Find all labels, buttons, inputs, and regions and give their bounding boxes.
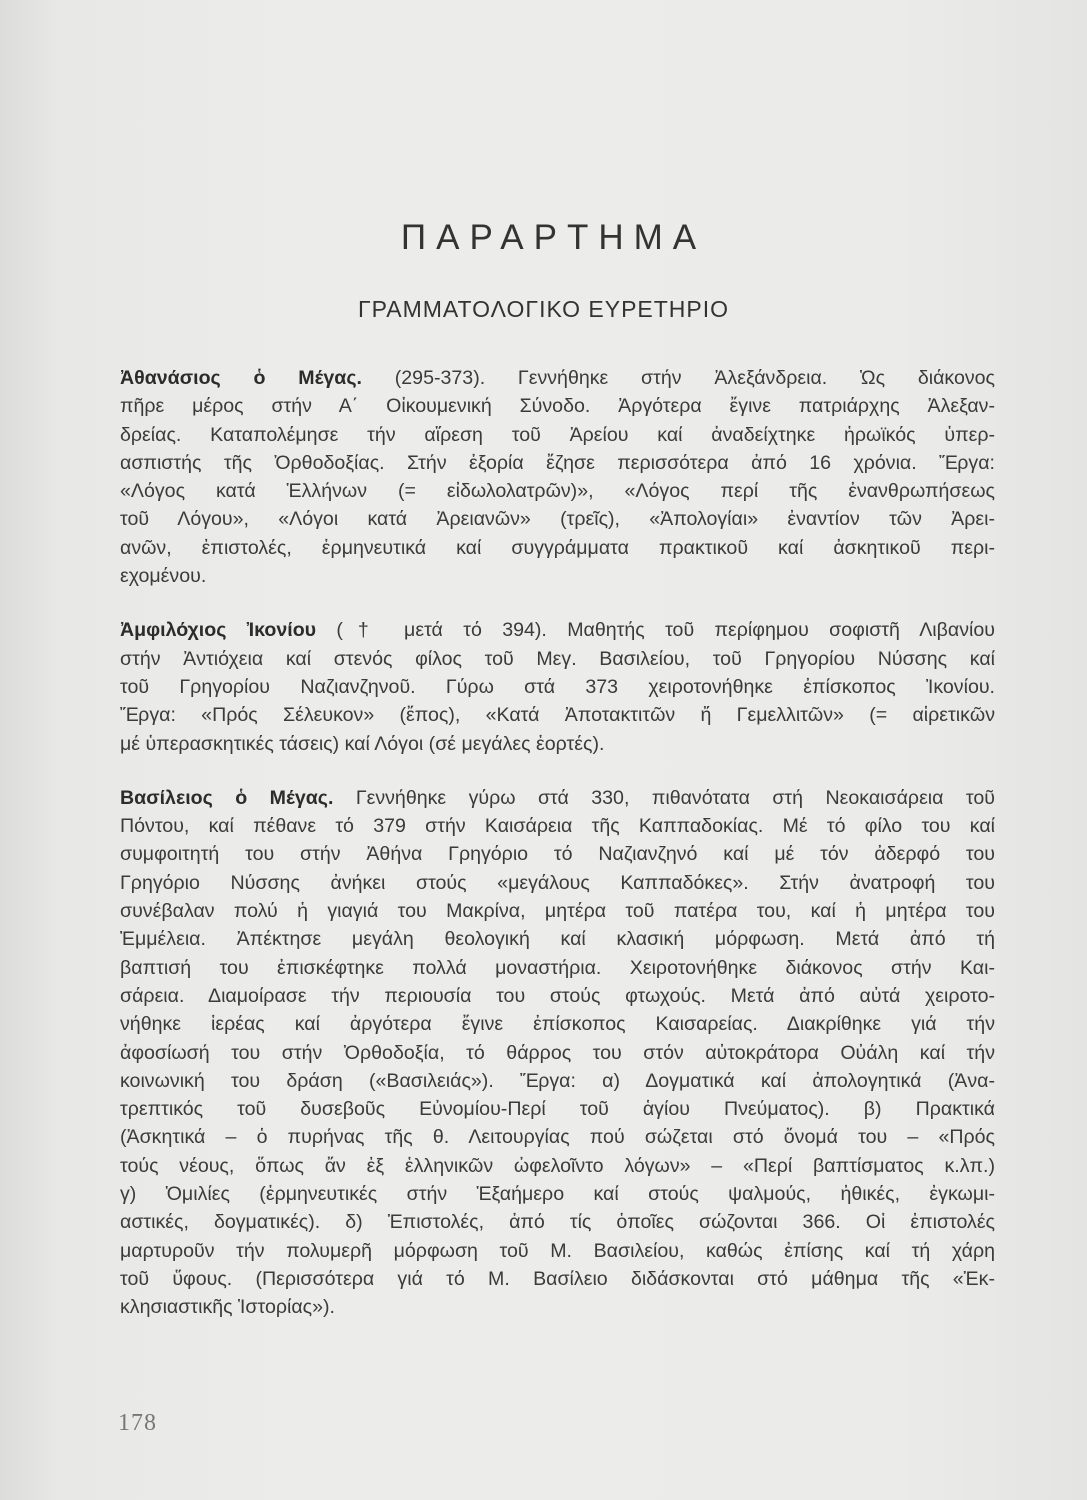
entry-name: Ἀμφιλόχιος Ἰκονίου <box>120 619 317 642</box>
entry-line: κοινωνική του δράση («Βασιλειάς»). Ἔργα: α) Δογματικά καί ἀπολογητικά (Ἀνα- <box>120 1069 995 1092</box>
entry-line: (Ἀσκητικά – ὁ πυρήνας τῆς θ. Λειτουργίας πού σώζεται στό ὄνομά του – «Πρός <box>120 1126 995 1149</box>
entry-line: Ἐμμέλεια. Ἀπέκτησε μεγάλη θεολογική καί κλασική μόρφωση. Μετά ἀπό τή <box>120 928 995 951</box>
page-title: ΠΑΡΑΡΤΗΜΑ <box>400 218 707 257</box>
entry-line: δρείας. Καταπολέμησε τήν αἵρεση τοῦ Ἀρείου καί ἀναδείχτηκε ἡρωϊκός ὑπερ- <box>120 423 995 446</box>
entry-line: μαρτυροῦν τήν πολυμερῆ μόρφωση τοῦ Μ. Βασιλείου, καθώς ἐπίσης καί τή χάρη <box>120 1239 995 1262</box>
entry-name: Ἀθανάσιος ὁ Μέγας. <box>120 367 362 389</box>
entry-line: πῆρε μέρος στήν Α΄ Οἰκουμενική Σύνοδο. Ἀργότερα ἔγινε πατριάρχης Ἀλεξαν- <box>120 395 995 418</box>
entry-line: Πόντου, καί πέθανε τό 379 στήν Καισάρεια τῆς Καππαδοκίας. Μέ τό φίλο του καί <box>120 815 995 838</box>
entry-line: κλησιαστικῆς Ἱστορίας»). <box>120 1296 335 1319</box>
entry-line: τρεπτικός τοῦ δυσεβοῦς Εὐνομίου-Περί τοῦ ἁγίου Πνεύματος). β) Πρακτικά <box>120 1098 995 1121</box>
entry-line: στήν Ἀντιόχεια καί στενός φίλος τοῦ Μεγ. Βασιλείου, τοῦ Γρηγορίου Νύσσης καί <box>120 647 995 670</box>
index-content <box>120 364 995 1322</box>
entry-line: ἀφοσίωσή του στήν Ὀρθοδοξία, τό θάρρος του στόν αὐτοκράτορα Οὐάλη καί τήν <box>120 1041 995 1064</box>
entry-line: τοῦ Λόγου», «Λόγοι κατά Ἀρειανῶν» (τρεῖς), «Ἀπολογίαι» ἐναντίον τῶν Ἀρει- <box>120 508 995 531</box>
entry-line: Γρηγόριο Νύσσης ἀνήκει στούς «μεγάλους Καππαδόκες». Στήν ἀνατροφή του <box>120 871 995 894</box>
entry-line: τούς νέους, ὅπως ἄν ἐξ ἑλληνικῶν ὠφελοῖντο λόγων» – «Περί βαπτίσματος κ.λπ.) <box>120 1154 995 1177</box>
index-entry-vasileios <box>120 784 995 1322</box>
entry-line: συμφοιτητή του στήν Ἀθήνα Γρηγόριο τό Ναζιανζηνό καί μέ τόν ἀδερφό του <box>120 843 995 866</box>
entry-line: Γεννήθηκε γύρω στά 330, πιθανότατα στή Νεοκαισάρεια τοῦ <box>333 786 995 809</box>
entry-line: τοῦ ὕφους. (Περισσότερα γιά τό Μ. Βασίλειο διδάσκονται στό μάθημα τῆς «Ἐκ- <box>120 1267 995 1290</box>
entry-line: εχομένου. <box>120 565 207 588</box>
entry-line: γ) Ὁμιλίες (ἑρμηνευτικές στήν Ἑξαήμερο καί στούς ψαλμούς, ἠθικές, ἐγκωμι- <box>120 1183 995 1206</box>
entry-line: σάρεια. Διαμοίρασε τήν περιουσία του στούς φτωχούς. Μετά ἀπό αὐτά χειροτο- <box>120 984 995 1007</box>
entry-line: συνέβαλαν πολύ ἡ γιαγιά του Μακρίνα, μητέρα τοῦ πατέρα του, καί ἡ μητέρα του <box>120 900 995 923</box>
entry-line: ασπιστής τῆς Ὀρθοδοξίας. Στήν ἐξορία ἔζησε περισσότερα ἀπό 16 χρόνια. Ἔργα: <box>120 451 995 474</box>
entry-line: «Λόγος κατά Ἑλλήνων (= εἰδωλολατρῶν)», «Λόγος περί τῆς ἐνανθρωπήσεως <box>120 480 995 503</box>
index-entry-amfilochios <box>120 616 995 757</box>
entry-line: († μετά τό 394). Μαθητής τοῦ περίφημου σοφιστῆ Λιβανίου <box>316 619 995 642</box>
entry-line: μέ ὑπερασκητικές τάσεις) καί Λόγοι (σέ μεγάλες ἑορτές). <box>120 732 605 755</box>
entry-line: αστικές, δογματικές). δ) Ἐπιστολές, ἀπό τίς ὁποῖες σώζονται 366. Οἱ ἐπιστολές <box>120 1211 995 1234</box>
entry-line: βαπτισή του ἐπισκέφτηκε πολλά μοναστήρια. Χειροτονήθηκε διάκονος στήν Και- <box>120 956 995 979</box>
entry-line: Ἔργα: «Πρός Σέλευκον» (ἔπος), «Κατά Ἀποτακτιτῶν ἤ Γεμελλιτῶν» (= αἱρετικῶν <box>120 704 995 727</box>
page-number: 178 <box>118 1410 157 1436</box>
entry-name: Βασίλειος ὁ Μέγας. <box>120 786 334 809</box>
entry-line: (295-373). Γεννήθηκε στήν Ἀλεξάνδρεια. Ὡς διάκονος <box>361 367 995 389</box>
entry-line: νήθηκε ἱερέας καί ἀργότερα ἔγινε ἐπίσκοπος Καισαρείας. Διακρίθηκε γιά τήν <box>120 1013 995 1036</box>
entry-line: ανῶν, ἐπιστολές, ἑρμηνευτικά καί συγγράμματα πρακτικοῦ καί ἀσκητικοῦ περι- <box>120 536 995 559</box>
page-subtitle: ΓΡΑΜΜΑΤΟΛΟΓΙΚΟ ΕΥΡΕΤΗΡΙΟ <box>357 296 730 322</box>
entry-line: τοῦ Γρηγορίου Ναζιανζηνοῦ. Γύρω στά 373 χειροτονήθηκε ἐπίσκοπος Ἰκονίου. <box>120 675 995 698</box>
index-entry-athanasios <box>120 364 995 590</box>
